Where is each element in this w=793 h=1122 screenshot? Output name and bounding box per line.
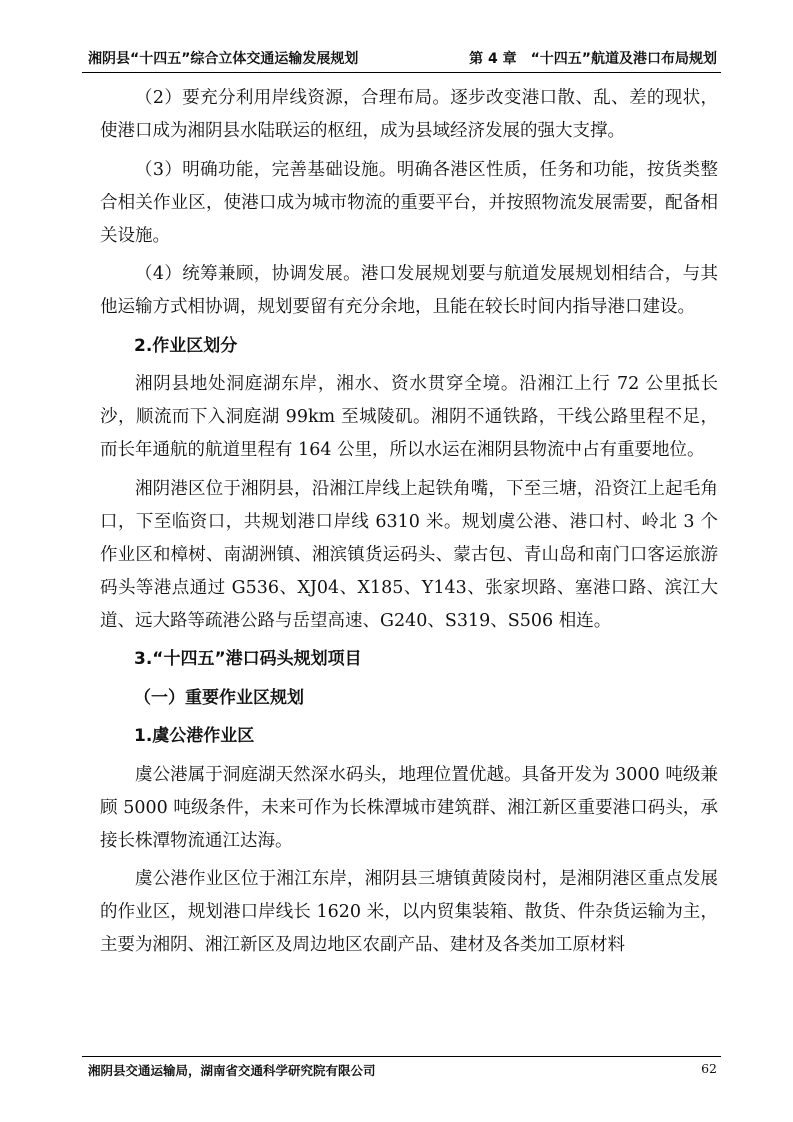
page-body (100, 82, 718, 968)
paragraph-principle-4: （4）统筹兼顾，协调发展。港口发展规划要与航道发展规划相结合，与其他运输方式相协调，规划要留有充分余地，且能在较长时间内指导港口建设。 (100, 264, 718, 317)
page-number: 62 (701, 1061, 717, 1076)
page-header (82, 46, 721, 73)
heading-important-zones: （一）重要作业区规划 (134, 687, 304, 708)
header-chapter-title: 第 4 章 “十四五”航道及港口布局规划 (469, 51, 717, 67)
page-footer (82, 1056, 721, 1083)
heading-zone-division: 2.作业区划分 (134, 335, 238, 356)
heading-port-projects: 3.“十四五”港口码头规划项目 (134, 649, 362, 669)
paragraph-principle-3: （3）明确功能，完善基础设施。明确各港区性质，任务和功能，按货类整合相关作业区，使港口成为城市物流的重要平台，并按照物流发展需要，配备相关设施。 (100, 159, 718, 246)
paragraph-yugonggang-details: 虞公港作业区位于湘江东岸，湘阴县三塘镇黄陵岗村，是湘阴港区重点发展的作业区，规划港口岸线长 1620 米，以内贸集装箱、散货、件杂货运输为主，主要为湘阴、湘江新区及周边地区农副产品、建材及各类加工原材料 (100, 869, 718, 955)
paragraph-yugonggang-intro: 虞公港属于洞庭湖天然深水码头，地理位置优越。具备开发为 3000 吨级兼顾 5000 吨级条件，未来可作为长株潭城市建筑群、湘江新区重要港口码头，承接长株潭物流通江达海。 (100, 764, 718, 851)
heading-yugonggang-zone: 1.虞公港作业区 (134, 726, 255, 746)
paragraph-port-area: 湘阴港区位于湘阴县，沿湘江岸线上起铁角嘴，下至三塘，沿资江上起毛角口，下至临资口，共规划港口岸线 6310 米。规划虞公港、港口村、岭北 3 个作业区和樟树、南湖洲镇、湘滨镇货运码头、蒙古包、青山岛和南门口客运旅游码头等港点通过 G536、XJ04、X185、Y143、张家坝路、塞港口路、滨江大道、远大路等疏港公路与岳望高速、G240、S319、S506 相连。 (100, 478, 718, 631)
paragraph-principle-2: （2）要充分利用岸线资源，合理布局。逐步改变港口散、乱、差的现状，使港口成为湘阴县水陆联运的枢纽，成为县域经济发展的强大支撑。 (100, 88, 718, 141)
footer-organizations: 湘阴县交通运输局，湖南省交通科学研究院有限公司 (88, 1063, 376, 1078)
paragraph-geography: 湘阴县地处洞庭湖东岸，湘水、资水贯穿全境。沿湘江上行 72 公里抵长沙，顺流而下入洞庭湖 99km 至城陵矶。湘阴不通铁路，干线公路里程不足，而长年通航的航道里程有 164 公里，所以水运在湘阴县物流中占有重要地位。 (100, 374, 718, 460)
header-document-title: 湘阴县“十四五”综合立体交通运输发展规划 (88, 51, 359, 67)
